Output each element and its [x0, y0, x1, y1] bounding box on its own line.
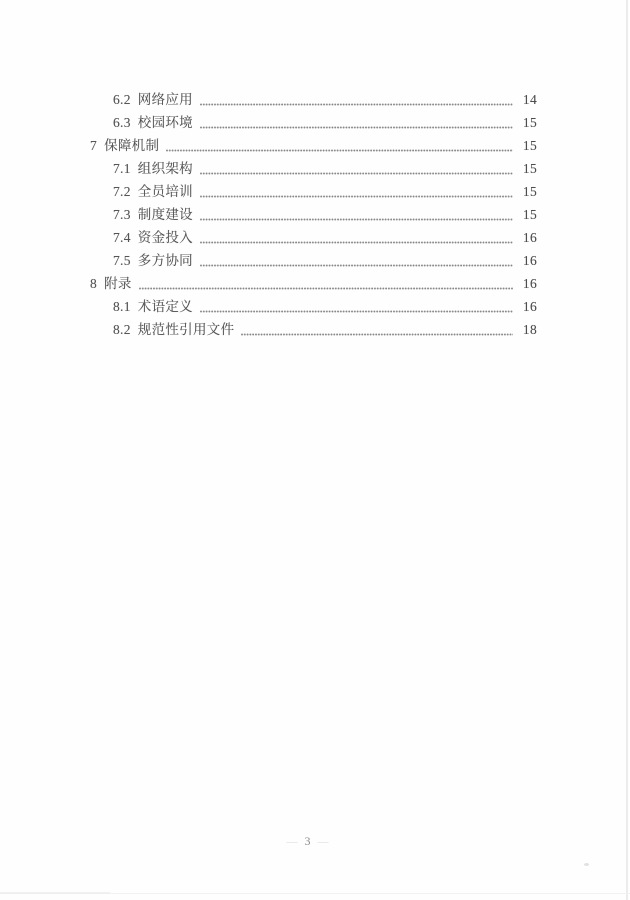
- toc-entry-number: 8: [90, 276, 98, 291]
- toc-row: [90, 295, 537, 318]
- toc-entry-number: 8.2: [113, 322, 131, 337]
- toc-entry-number: 7.3: [113, 207, 131, 222]
- toc-dot-leader: [139, 287, 513, 290]
- toc-row: [90, 134, 537, 157]
- toc-entry-title: 保障机制: [104, 138, 160, 153]
- toc-entry-number: 7: [90, 138, 98, 153]
- toc-dot-leader: [200, 172, 513, 175]
- toc-dot-leader: [166, 149, 513, 152]
- toc-row: [90, 272, 537, 295]
- toc-entry-page: 15: [522, 115, 537, 130]
- toc-dot-leader: [200, 241, 513, 244]
- toc-entry-page: 18: [522, 322, 537, 337]
- toc-row: [90, 249, 537, 272]
- toc-entry-page: 15: [522, 184, 537, 199]
- toc-row: [90, 157, 537, 180]
- toc-dot-leader: [200, 126, 513, 129]
- toc-entry-number: 6.3: [113, 115, 131, 130]
- toc-dot-leader: [200, 264, 513, 267]
- toc-entry-title: 全员培训: [137, 184, 193, 199]
- toc-row: [90, 88, 537, 111]
- toc-row: [90, 180, 537, 203]
- toc-entry-title: 术语定义: [137, 299, 193, 314]
- toc-entry-title: 制度建设: [137, 207, 193, 222]
- toc-entry-title: 附录: [104, 276, 132, 291]
- toc-entry-page: 14: [522, 92, 537, 107]
- toc-dot-leader: [241, 333, 513, 336]
- toc-entry-title: 校园环境: [137, 115, 193, 130]
- toc-entry-page: 16: [522, 299, 537, 314]
- toc-dot-leader: [200, 310, 513, 313]
- scan-edge-right: [626, 0, 628, 900]
- scan-edge-bottom-left: [0, 892, 110, 894]
- toc-entry-title: 资金投入: [137, 230, 193, 245]
- toc-dot-leader: [200, 103, 513, 106]
- scan-smudge: [584, 863, 589, 866]
- toc-entry-number: 7.5: [113, 253, 131, 268]
- toc-entry-number: 7.4: [113, 230, 131, 245]
- toc-entry-page: 15: [522, 138, 537, 153]
- footer-page-number: 3: [304, 834, 311, 848]
- page-footer: [0, 834, 615, 849]
- toc-dot-leader: [200, 195, 513, 198]
- toc-entry-page: 16: [522, 230, 537, 245]
- toc-entry-title: 多方协同: [137, 253, 193, 268]
- toc-entry-page: 16: [522, 276, 537, 291]
- toc-entry-page: 15: [522, 207, 537, 222]
- toc-row: [90, 318, 537, 341]
- toc-entry-title: 组织架构: [137, 161, 193, 176]
- toc-dot-leader: [200, 218, 513, 221]
- toc-entry-page: 15: [522, 161, 537, 176]
- footer-right-dash: —: [317, 836, 329, 848]
- toc-entry-number: 7.2: [113, 184, 131, 199]
- toc-entry-page: 16: [522, 253, 537, 268]
- toc-entry-title: 规范性引用文件: [137, 322, 235, 337]
- toc-list: [90, 88, 537, 341]
- footer-left-dash: —: [286, 836, 298, 848]
- toc-entry-number: 7.1: [113, 161, 131, 176]
- toc-row: [90, 111, 537, 134]
- toc-row: [90, 203, 537, 226]
- toc-entry-number: 6.2: [113, 92, 131, 107]
- toc-row: [90, 226, 537, 249]
- toc-entry-title: 网络应用: [137, 92, 193, 107]
- toc-entry-number: 8.1: [113, 299, 131, 314]
